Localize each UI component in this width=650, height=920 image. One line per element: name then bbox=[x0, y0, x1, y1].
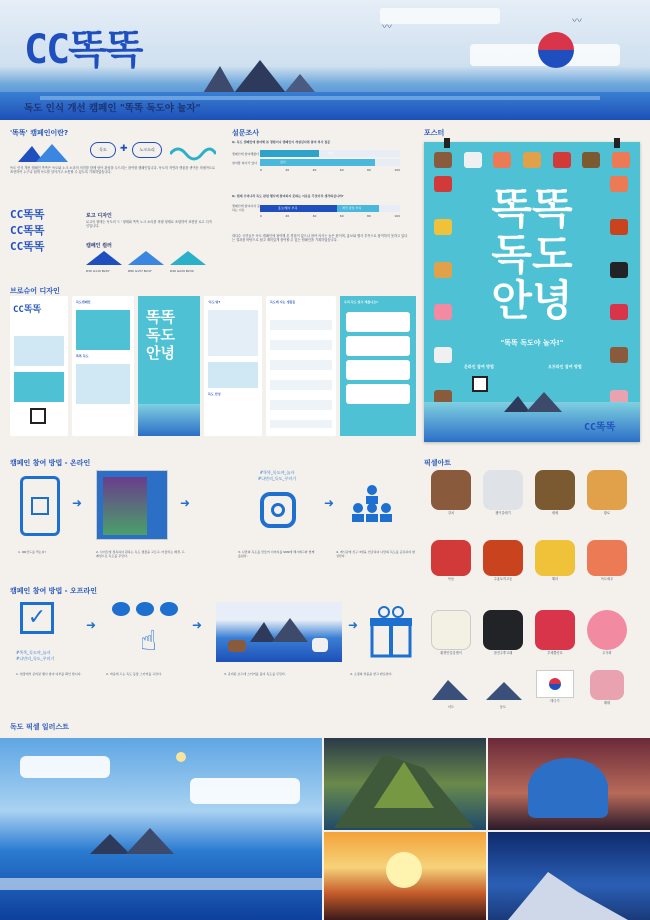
circle-knock: 노크소리 bbox=[132, 142, 162, 158]
sticker-item: 태극기 bbox=[532, 670, 578, 703]
seagull-icon bbox=[483, 470, 523, 510]
sticker-pick-icon bbox=[112, 602, 184, 658]
sticker-grid bbox=[424, 470, 640, 720]
sea-lion-icon bbox=[431, 470, 471, 510]
fish-icon bbox=[431, 540, 471, 576]
sticker-item: 우곡화 bbox=[584, 610, 630, 655]
arrow-right-icon: ➜ bbox=[192, 618, 203, 632]
sticker-item: 동도 bbox=[480, 676, 526, 709]
seahorse-icon bbox=[434, 219, 452, 235]
sticker-item: 황로 bbox=[584, 470, 630, 515]
survey-row: 참여할 의사가 있다 있다 bbox=[232, 159, 410, 166]
taegeuk-icon bbox=[538, 32, 574, 68]
binder-clip-icon bbox=[444, 138, 450, 148]
campaign-logo: CC똑똑 bbox=[24, 27, 142, 73]
intro-title: '똑똑' 캠페인이란? bbox=[10, 129, 69, 137]
coral-icon bbox=[535, 610, 575, 650]
survey-title: 설문조사 bbox=[232, 129, 260, 137]
online-steps bbox=[10, 470, 416, 570]
fish-icon bbox=[434, 176, 452, 192]
sticker-item: 주홍토끼고둥 bbox=[480, 540, 526, 581]
poster-animal-column bbox=[610, 176, 630, 406]
hawk-icon bbox=[582, 152, 600, 168]
seagull-icon bbox=[464, 152, 482, 168]
circle-dokdo: 독도 bbox=[90, 142, 116, 158]
brochure-panel: '독도'란? 독도 안녕 bbox=[204, 296, 262, 436]
flower-icon bbox=[587, 610, 627, 650]
poster-online-label: 온라인 참여 방법 bbox=[464, 364, 494, 369]
instagram-icon bbox=[260, 492, 296, 528]
dokdo-island-icon bbox=[504, 392, 564, 412]
arrow-right-icon: ➜ bbox=[72, 496, 83, 510]
color-swatches bbox=[86, 250, 206, 273]
survey-q2: Q. 현재 우리나라 독도 관련 행사에 참여하지 못하는 이유를 무엇이라 생각하십니까? bbox=[232, 194, 344, 198]
arrow-right-icon: ➜ bbox=[324, 496, 335, 510]
survey-axis: 0 20 40 60 80 100 bbox=[260, 214, 400, 218]
sticker-item: 부채뿔산호 bbox=[532, 610, 578, 655]
seagull-icon: 〰 bbox=[572, 16, 582, 27]
wave bbox=[0, 878, 322, 890]
gift-box-icon bbox=[368, 604, 414, 658]
survey-q1-chart bbox=[232, 150, 410, 172]
color-swatch: R49 G229 B234 bbox=[170, 250, 206, 273]
offline-step-1: 1. 현장에서 준비된 행사 참여 여부를 확인 합니다. bbox=[16, 672, 82, 676]
poster-banner: "똑똑 독도야 놀자!" bbox=[500, 339, 564, 347]
survey-bar bbox=[260, 150, 319, 157]
sticker-item: 새매 bbox=[532, 470, 578, 515]
offline-title: 캠페인 참여 방법 - 오프라인 bbox=[10, 587, 98, 595]
survey-bar bbox=[260, 159, 375, 166]
sticker-item: 참진주뿌고래 bbox=[480, 610, 526, 655]
cloud bbox=[380, 8, 500, 24]
swatch-triangle bbox=[86, 251, 122, 265]
wave-icon bbox=[170, 142, 216, 162]
online-step-1: 1. QR코드를 찍는다! bbox=[18, 550, 46, 554]
poster-title: 포스터 bbox=[424, 129, 445, 137]
qr-code-icon[interactable] bbox=[472, 376, 488, 392]
bird-icon bbox=[523, 152, 541, 168]
mountain-icon bbox=[18, 142, 68, 162]
illustration-sunset bbox=[324, 832, 486, 920]
poster-logo: CC똑똑 bbox=[584, 422, 616, 433]
sticker-item: 해태 bbox=[584, 670, 630, 705]
sea-slug-icon bbox=[431, 610, 471, 650]
survey-row: 캠페인에 참여해봤다 없다 bbox=[232, 150, 410, 157]
sea-lion-icon bbox=[228, 640, 246, 652]
sticker-item: 해마 bbox=[532, 540, 578, 581]
sun-icon bbox=[386, 852, 422, 888]
offline-hashtag: #똑똑_독도야_놀자 #나만의_독도_꾸미기 bbox=[16, 650, 55, 661]
illustration-cliff bbox=[324, 738, 486, 830]
logo-variant: CC똑똑 bbox=[10, 224, 45, 237]
crab-icon bbox=[483, 540, 523, 576]
online-screen bbox=[96, 470, 168, 540]
seahorse-icon bbox=[535, 540, 575, 576]
sticker-item: 서도 bbox=[428, 676, 474, 709]
offline-step-3: 3. 준비된 보드에 스티커를 붙여 독도를 꾸민다. bbox=[224, 672, 286, 676]
sticker-item: 강치 bbox=[428, 470, 474, 515]
hawk-icon bbox=[535, 470, 575, 510]
online-title: 캠페인 참여 방법 - 온라인 bbox=[10, 459, 91, 467]
swatch-triangle bbox=[128, 251, 164, 265]
survey-q2-chart bbox=[232, 204, 410, 218]
arrow-right-icon: ➜ bbox=[348, 618, 359, 632]
intro-section bbox=[10, 128, 218, 284]
survey-section bbox=[232, 128, 410, 284]
checkbox-icon: ✓ bbox=[20, 602, 54, 634]
logo-variant: CC똑똑 bbox=[10, 208, 45, 221]
page-subtitle: 독도 인식 개선 캠페인 "똑똑 독도야 놀자" bbox=[24, 103, 201, 114]
dokdo-island-icon bbox=[90, 828, 190, 854]
phone-qr-icon bbox=[20, 476, 60, 536]
logo-variant: CC똑똑 bbox=[10, 240, 45, 253]
survey-q1: Q. 독도 캠페인에 참여해 본 경험이나 캠페인이 개설된다면 참여 의사 질문 bbox=[232, 140, 331, 144]
online-hashtag: #똑똑_독도야_놀자 #나만의_독도_꾸미기 bbox=[257, 470, 297, 481]
people-share-icon bbox=[350, 484, 394, 524]
logo-design-body: 로고의 형태는 독도의 'ㄷ' 형태와 똑똑 노크 소리를 픽셀 형태로 조합하여 표현한 로고 디자인입니다. bbox=[86, 220, 212, 229]
logo-design-title: 로고 디자인 bbox=[86, 213, 112, 219]
seagull-icon bbox=[434, 347, 452, 363]
arrow-right-icon: ➜ bbox=[180, 496, 191, 510]
haetae-icon bbox=[590, 670, 624, 700]
coral-icon bbox=[610, 304, 628, 320]
logo-color-title: 캠페인 컬러 bbox=[86, 243, 112, 249]
qr-code-icon bbox=[30, 408, 46, 424]
flower-icon bbox=[434, 304, 452, 320]
whale-icon bbox=[483, 610, 523, 650]
whale-icon bbox=[610, 262, 628, 278]
illustration-cave bbox=[488, 738, 650, 830]
survey-row: 캠페인에 참여하지 못하는 이유 홍보/행사 부족 개인 관심 부족 bbox=[232, 204, 410, 212]
cloud bbox=[20, 756, 110, 778]
brochure-cover: 똑똑 독도 안녕 bbox=[138, 296, 200, 436]
hero-banner bbox=[0, 0, 650, 120]
seagull-icon bbox=[312, 638, 328, 652]
online-step-2: 2. 사이트에 접속하여 원하는 독도 생물을 고르고, 어울리는 배경, 프레임으로 독도를 꾸민다. bbox=[96, 550, 185, 558]
shrimp-icon bbox=[610, 176, 628, 192]
poster-animal-row bbox=[434, 152, 630, 168]
logo-variants bbox=[10, 206, 70, 254]
sticker-item: 환경안갈갈엠이 bbox=[428, 610, 474, 655]
west-island-icon bbox=[428, 676, 474, 700]
east-island-icon bbox=[480, 676, 526, 700]
offline-steps bbox=[10, 598, 416, 698]
shrimp-icon bbox=[587, 540, 627, 576]
brochure-panel bbox=[10, 296, 68, 436]
shrimp-icon bbox=[493, 152, 511, 168]
crab-icon bbox=[610, 219, 628, 235]
brochure-gallery bbox=[10, 296, 416, 436]
intro-body: 독도 인식 개선 캠페인 똑똑은 독도와 노크 소리의 의미를 함께 담아 관심을 두드리는 참여형 캠페인입니다. 독도의 자연과 생물을 귀여운 픽셀아트로 표현하여 누구나 쉽게 독도를 알아가고 소통할 수 있도록 기획하였습니다. bbox=[10, 166, 216, 175]
korean-flag-icon bbox=[536, 670, 574, 698]
brochure-panel: 독도에 사는 생물들 bbox=[266, 296, 336, 436]
sticker-item: 괭이갈매기 bbox=[480, 470, 526, 515]
arrow-right-icon: ➜ bbox=[86, 618, 97, 632]
sticker-item: 독돔 bbox=[428, 540, 474, 581]
egret-icon bbox=[587, 470, 627, 510]
sticker-item: 독도새우 bbox=[584, 540, 630, 581]
seagull-icon: 〰 bbox=[382, 22, 392, 33]
online-step-3: 3. 나만의 독도를 만들어 이미지를 SNS에 해시태그와 함께 올린다. bbox=[238, 550, 315, 558]
color-swatch: R80 G157 B247 bbox=[128, 250, 164, 273]
poster-animal-column bbox=[434, 176, 454, 406]
offline-step-4: 4. 소정의 상품을 받고 완료한다. bbox=[350, 672, 393, 676]
sea-lion-icon bbox=[434, 152, 452, 168]
hand-pointer-icon: ☝ bbox=[140, 624, 158, 657]
shrimp-icon bbox=[612, 152, 630, 168]
binder-clip-icon bbox=[614, 138, 620, 148]
illustration-sea-day bbox=[0, 738, 322, 920]
stickers-title: 픽셀아트 bbox=[424, 459, 452, 467]
survey-body: 대다수 국민들은 독도 캠페인에 참여해 본 경험이 없으나 참여 의사는 높은 편이며, 홍보와 행사 부족으로 참여하지 못하고 있다는 결과를 바탕으로 쉽고 재미있게 참여할 수 있는 캠페인을 기획하였습니다. bbox=[232, 234, 408, 243]
survey-bar bbox=[260, 205, 337, 212]
brochure-panel: 우리 독도 알고 계셨나요? bbox=[340, 296, 416, 436]
cloud bbox=[190, 778, 300, 804]
offline-step-2: 2. 마음에 드는 독도 동물 스티커를 고른다. bbox=[106, 672, 162, 676]
moon-icon bbox=[176, 752, 186, 762]
poster-headline: 똑똑 독도 안녕 bbox=[491, 184, 573, 325]
swatch-triangle bbox=[170, 251, 206, 265]
sticker-board bbox=[216, 602, 342, 662]
brochure-title: 브로슈어 디자인 bbox=[10, 287, 60, 295]
brochure-panel: 독도캠페인 똑똑 독도 bbox=[72, 296, 134, 436]
poster-offline-label: 오프라인 참여 방법 bbox=[548, 364, 582, 369]
survey-axis: 0 20 40 60 80 100 bbox=[260, 168, 400, 172]
bird-icon bbox=[434, 262, 452, 278]
poster-image bbox=[424, 142, 640, 442]
illustrations-title: 독도 픽셀 일러스트 bbox=[10, 723, 69, 731]
fish-icon bbox=[553, 152, 571, 168]
plus-icon: ✚ bbox=[120, 144, 128, 154]
color-swatch: R30 G110 B207 bbox=[86, 250, 122, 273]
sea-lion-icon bbox=[610, 347, 628, 363]
illustration-night-rocks bbox=[488, 832, 650, 920]
online-step-4: 4. 게시글에 친구 3명을 언급하여 나만의 독도를 공유하여 완성한다. bbox=[336, 550, 416, 558]
brochure-logo: CC똑똑 bbox=[13, 305, 42, 315]
